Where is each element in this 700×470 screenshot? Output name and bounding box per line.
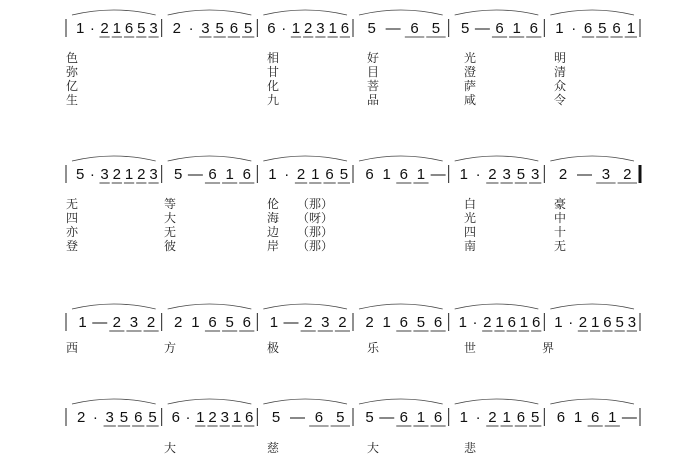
- note-numeral: 3: [321, 314, 330, 331]
- slur-mark: [455, 10, 539, 15]
- note-numeral: 2: [137, 166, 146, 183]
- note-numeral: 2: [578, 314, 588, 331]
- slur-mark: [550, 10, 634, 15]
- slur-mark: [359, 304, 443, 309]
- note-numeral: 5: [367, 20, 376, 37]
- lyric-char: 众: [553, 79, 567, 93]
- lyric-char: 亿: [65, 79, 79, 93]
- note-numeral: 1: [459, 409, 468, 426]
- dash-mark: —: [430, 166, 446, 183]
- lyric-char: 等: [163, 197, 177, 211]
- note-numeral: 1: [608, 409, 617, 426]
- note-numeral: 1: [459, 166, 468, 183]
- note-numeral: 2: [623, 166, 632, 183]
- note-numeral: 1: [416, 409, 426, 426]
- slur-mark: [168, 10, 252, 15]
- slur-mark: [550, 304, 634, 309]
- note-numeral: 2: [296, 166, 306, 183]
- note-numeral: 6: [410, 20, 419, 37]
- note-numeral: 1: [495, 314, 504, 331]
- lyric-char: （那）: [296, 197, 334, 211]
- note-numeral: 5: [148, 409, 157, 426]
- slur-mark: [168, 156, 252, 161]
- slur-mark: [359, 156, 443, 161]
- note-numeral: 6: [433, 409, 443, 426]
- note-numeral: 1: [269, 314, 279, 331]
- dot-mark: ·: [89, 20, 95, 37]
- note-numeral: 5: [516, 166, 526, 183]
- note-numeral: 5: [598, 20, 607, 37]
- note-numeral: 5: [531, 409, 540, 426]
- note-numeral: 2: [100, 20, 109, 37]
- note-numeral: 6: [208, 166, 217, 183]
- note-numeral: 6: [245, 409, 254, 426]
- note-numeral: 1: [512, 20, 521, 37]
- lyric-char: （那）: [296, 225, 334, 239]
- lyric-char: 亦: [65, 225, 79, 239]
- note-numeral: 5: [75, 166, 85, 183]
- note-numeral: 1: [191, 314, 200, 331]
- lyric-char: 咸: [463, 93, 477, 107]
- slur-mark: [72, 156, 156, 161]
- lyric-char: 伦: [266, 197, 280, 211]
- note-numeral: 3: [149, 166, 158, 183]
- note-numeral: 2: [208, 409, 217, 426]
- lyric-char: 生: [65, 93, 79, 107]
- lyric-char: 好: [366, 51, 380, 65]
- note-numeral: 1: [225, 166, 234, 183]
- note-numeral: 6: [325, 166, 334, 183]
- dot-mark: ·: [475, 409, 481, 426]
- lyric-char: 彼: [163, 239, 177, 253]
- note-numeral: 3: [100, 166, 109, 183]
- lyric-char: 西: [65, 341, 79, 355]
- lyric-char: 南: [463, 239, 477, 253]
- slur-mark: [72, 399, 156, 404]
- note-numeral: 2: [303, 20, 313, 37]
- dot-mark: ·: [571, 20, 577, 37]
- lyric-char: 白: [463, 197, 477, 211]
- dash-mark: —: [379, 409, 395, 426]
- note-numeral: 1: [291, 20, 301, 37]
- lyric-char: 极: [266, 341, 280, 355]
- lyric-char: 慈: [266, 441, 280, 455]
- note-numeral: 2: [483, 314, 492, 331]
- note-numeral: 6: [399, 409, 409, 426]
- note-numeral: 5: [336, 409, 345, 426]
- dash-mark: —: [474, 20, 490, 37]
- note-numeral: 1: [124, 166, 134, 183]
- dash-mark: —: [283, 314, 299, 331]
- note-numeral: 1: [382, 314, 391, 331]
- note-numeral: 6: [314, 409, 324, 426]
- slur-mark: [263, 304, 347, 309]
- slur-mark: [550, 156, 634, 161]
- dash-mark: —: [289, 409, 305, 426]
- slur-mark: [263, 10, 347, 15]
- note-numeral: 1: [554, 314, 563, 331]
- dot-mark: ·: [568, 314, 574, 331]
- lyric-char: 相: [266, 51, 280, 65]
- note-numeral: 6: [516, 409, 526, 426]
- lyric-char: 界: [541, 341, 555, 355]
- note-numeral: 5: [137, 20, 146, 37]
- note-numeral: 5: [174, 166, 183, 183]
- note-numeral: 5: [615, 314, 624, 331]
- note-numeral: 3: [105, 409, 114, 426]
- note-numeral: 5: [431, 20, 441, 37]
- lyric-char: 四: [65, 211, 79, 225]
- dot-mark: ·: [185, 409, 191, 426]
- lyric-char: 边: [266, 225, 280, 239]
- note-numeral: 3: [220, 409, 229, 426]
- dot-mark: ·: [475, 166, 481, 183]
- lyric-char: 十: [553, 225, 567, 239]
- note-numeral: 2: [303, 314, 313, 331]
- lyric-char: 无: [65, 197, 79, 211]
- note-numeral: 5: [215, 20, 224, 37]
- note-numeral: 2: [112, 314, 122, 331]
- lyric-char: 色: [65, 51, 79, 65]
- lyric-char: 弥: [65, 65, 79, 79]
- dash-mark: —: [576, 166, 592, 183]
- note-numeral: 6: [612, 20, 621, 37]
- slur-mark: [455, 399, 539, 404]
- note-numeral: 5: [416, 314, 426, 331]
- note-numeral: 1: [232, 409, 242, 426]
- note-numeral: 3: [201, 20, 210, 37]
- lyric-char: 化: [266, 79, 280, 93]
- note-numeral: 3: [531, 166, 540, 183]
- note-numeral: 1: [555, 20, 564, 37]
- note-numeral: 5: [461, 20, 470, 37]
- dot-mark: ·: [284, 166, 290, 183]
- lyric-char: 豪: [553, 197, 567, 211]
- lyric-char: 九: [266, 93, 280, 107]
- note-numeral: 5: [339, 166, 349, 183]
- note-numeral: 6: [267, 20, 276, 37]
- note-numeral: 6: [134, 409, 143, 426]
- note-numeral: 1: [75, 20, 85, 37]
- lyric-char: 中: [553, 211, 567, 225]
- note-numeral: 2: [558, 166, 568, 183]
- lyric-char: 甘: [266, 65, 280, 79]
- note-numeral: 6: [399, 166, 409, 183]
- slur-mark: [550, 399, 634, 404]
- note-numeral: 2: [338, 314, 347, 331]
- note-numeral: 3: [129, 314, 139, 331]
- note-numeral: 3: [316, 20, 325, 37]
- lyric-char: 方: [163, 341, 177, 355]
- note-numeral: 5: [271, 409, 281, 426]
- slur-mark: [168, 304, 252, 309]
- note-numeral: 6: [507, 314, 516, 331]
- note-numeral: 6: [532, 314, 541, 331]
- note-numeral: 5: [119, 409, 129, 426]
- lyric-char: 大: [366, 441, 380, 455]
- note-numeral: 6: [124, 20, 134, 37]
- note-numeral: 1: [196, 409, 205, 426]
- note-numeral: 3: [149, 20, 158, 37]
- dot-mark: ·: [92, 409, 98, 426]
- note-numeral: 3: [502, 166, 511, 183]
- note-numeral: 6: [433, 314, 443, 331]
- note-numeral: 1: [328, 20, 337, 37]
- lyric-char: （呀）: [296, 211, 334, 225]
- lyric-char: 萨: [463, 79, 477, 93]
- note-numeral: 1: [268, 166, 277, 183]
- note-numeral: 1: [458, 314, 467, 331]
- lyric-char: 四: [463, 225, 477, 239]
- dash-mark: —: [187, 166, 203, 183]
- slur-mark: [168, 399, 252, 404]
- lyric-char: 大: [163, 211, 177, 225]
- note-numeral: 6: [603, 314, 612, 331]
- slur-mark: [455, 304, 539, 309]
- dot-mark: ·: [281, 20, 287, 37]
- note-numeral: 1: [78, 314, 87, 331]
- lyric-char: 菩: [366, 79, 380, 93]
- lyric-char: 世: [463, 341, 477, 355]
- lyric-char: （那）: [296, 239, 334, 253]
- note-numeral: 6: [590, 409, 600, 426]
- note-numeral: 6: [242, 314, 251, 331]
- lyric-char: 明: [553, 51, 567, 65]
- lyric-char: 光: [463, 211, 477, 225]
- dash-mark: —: [385, 20, 401, 37]
- lyric-char: 登: [65, 239, 79, 253]
- note-numeral: 6: [365, 166, 374, 183]
- note-numeral: 6: [529, 20, 538, 37]
- slur-mark: [359, 399, 443, 404]
- lyric-char: 乐: [366, 341, 380, 355]
- note-numeral: 6: [208, 314, 217, 331]
- slur-mark: [263, 156, 347, 161]
- lyric-char: 光: [463, 51, 477, 65]
- note-numeral: 1: [416, 166, 426, 183]
- slur-mark: [359, 10, 443, 15]
- note-numeral: 2: [112, 166, 122, 183]
- note-numeral: 2: [174, 314, 183, 331]
- note-numeral: 5: [225, 314, 234, 331]
- note-numeral: 1: [502, 409, 511, 426]
- note-numeral: 2: [76, 409, 86, 426]
- slur-mark: [72, 304, 156, 309]
- note-numeral: 1: [590, 314, 600, 331]
- slur-mark: [263, 399, 347, 404]
- dot-mark: ·: [89, 166, 95, 183]
- lyric-char: 无: [163, 225, 177, 239]
- note-numeral: 6: [495, 20, 504, 37]
- note-numeral: 1: [311, 166, 320, 183]
- note-numeral: 2: [488, 166, 497, 183]
- note-numeral: 1: [519, 314, 529, 331]
- slur-mark: [72, 10, 156, 15]
- note-numeral: 6: [242, 166, 251, 183]
- slur-mark: [455, 156, 539, 161]
- dash-mark: —: [92, 314, 108, 331]
- note-numeral: 6: [171, 409, 180, 426]
- note-numeral: 3: [601, 166, 611, 183]
- note-numeral: 1: [573, 409, 583, 426]
- note-numeral: 2: [146, 314, 156, 331]
- note-numeral: 1: [626, 20, 636, 37]
- note-numeral: 5: [244, 20, 253, 37]
- lyric-char: 澄: [463, 65, 477, 79]
- lyric-char: 清: [553, 65, 567, 79]
- note-numeral: 2: [488, 409, 497, 426]
- lyric-char: 岸: [266, 239, 280, 253]
- lyric-char: 目: [366, 65, 380, 79]
- lyric-char: 大: [163, 441, 177, 455]
- lyric-char: 令: [553, 93, 567, 107]
- dot-mark: ·: [188, 20, 194, 37]
- note-numeral: 6: [556, 409, 566, 426]
- dot-mark: ·: [472, 314, 478, 331]
- lyric-char: 海: [266, 211, 280, 225]
- lyric-char: 悲: [463, 441, 477, 455]
- note-numeral: 1: [112, 20, 122, 37]
- note-numeral: 6: [340, 20, 350, 37]
- note-numeral: 1: [382, 166, 391, 183]
- note-numeral: 2: [172, 20, 181, 37]
- note-numeral: 5: [365, 409, 374, 426]
- lyric-char: 品: [366, 93, 380, 107]
- note-numeral: 2: [365, 314, 374, 331]
- note-numeral: 6: [229, 20, 239, 37]
- lyric-char: 无: [553, 239, 567, 253]
- dash-mark: —: [621, 409, 637, 426]
- note-numeral: 6: [583, 20, 593, 37]
- note-numeral: 6: [399, 314, 409, 331]
- note-numeral: 3: [627, 314, 637, 331]
